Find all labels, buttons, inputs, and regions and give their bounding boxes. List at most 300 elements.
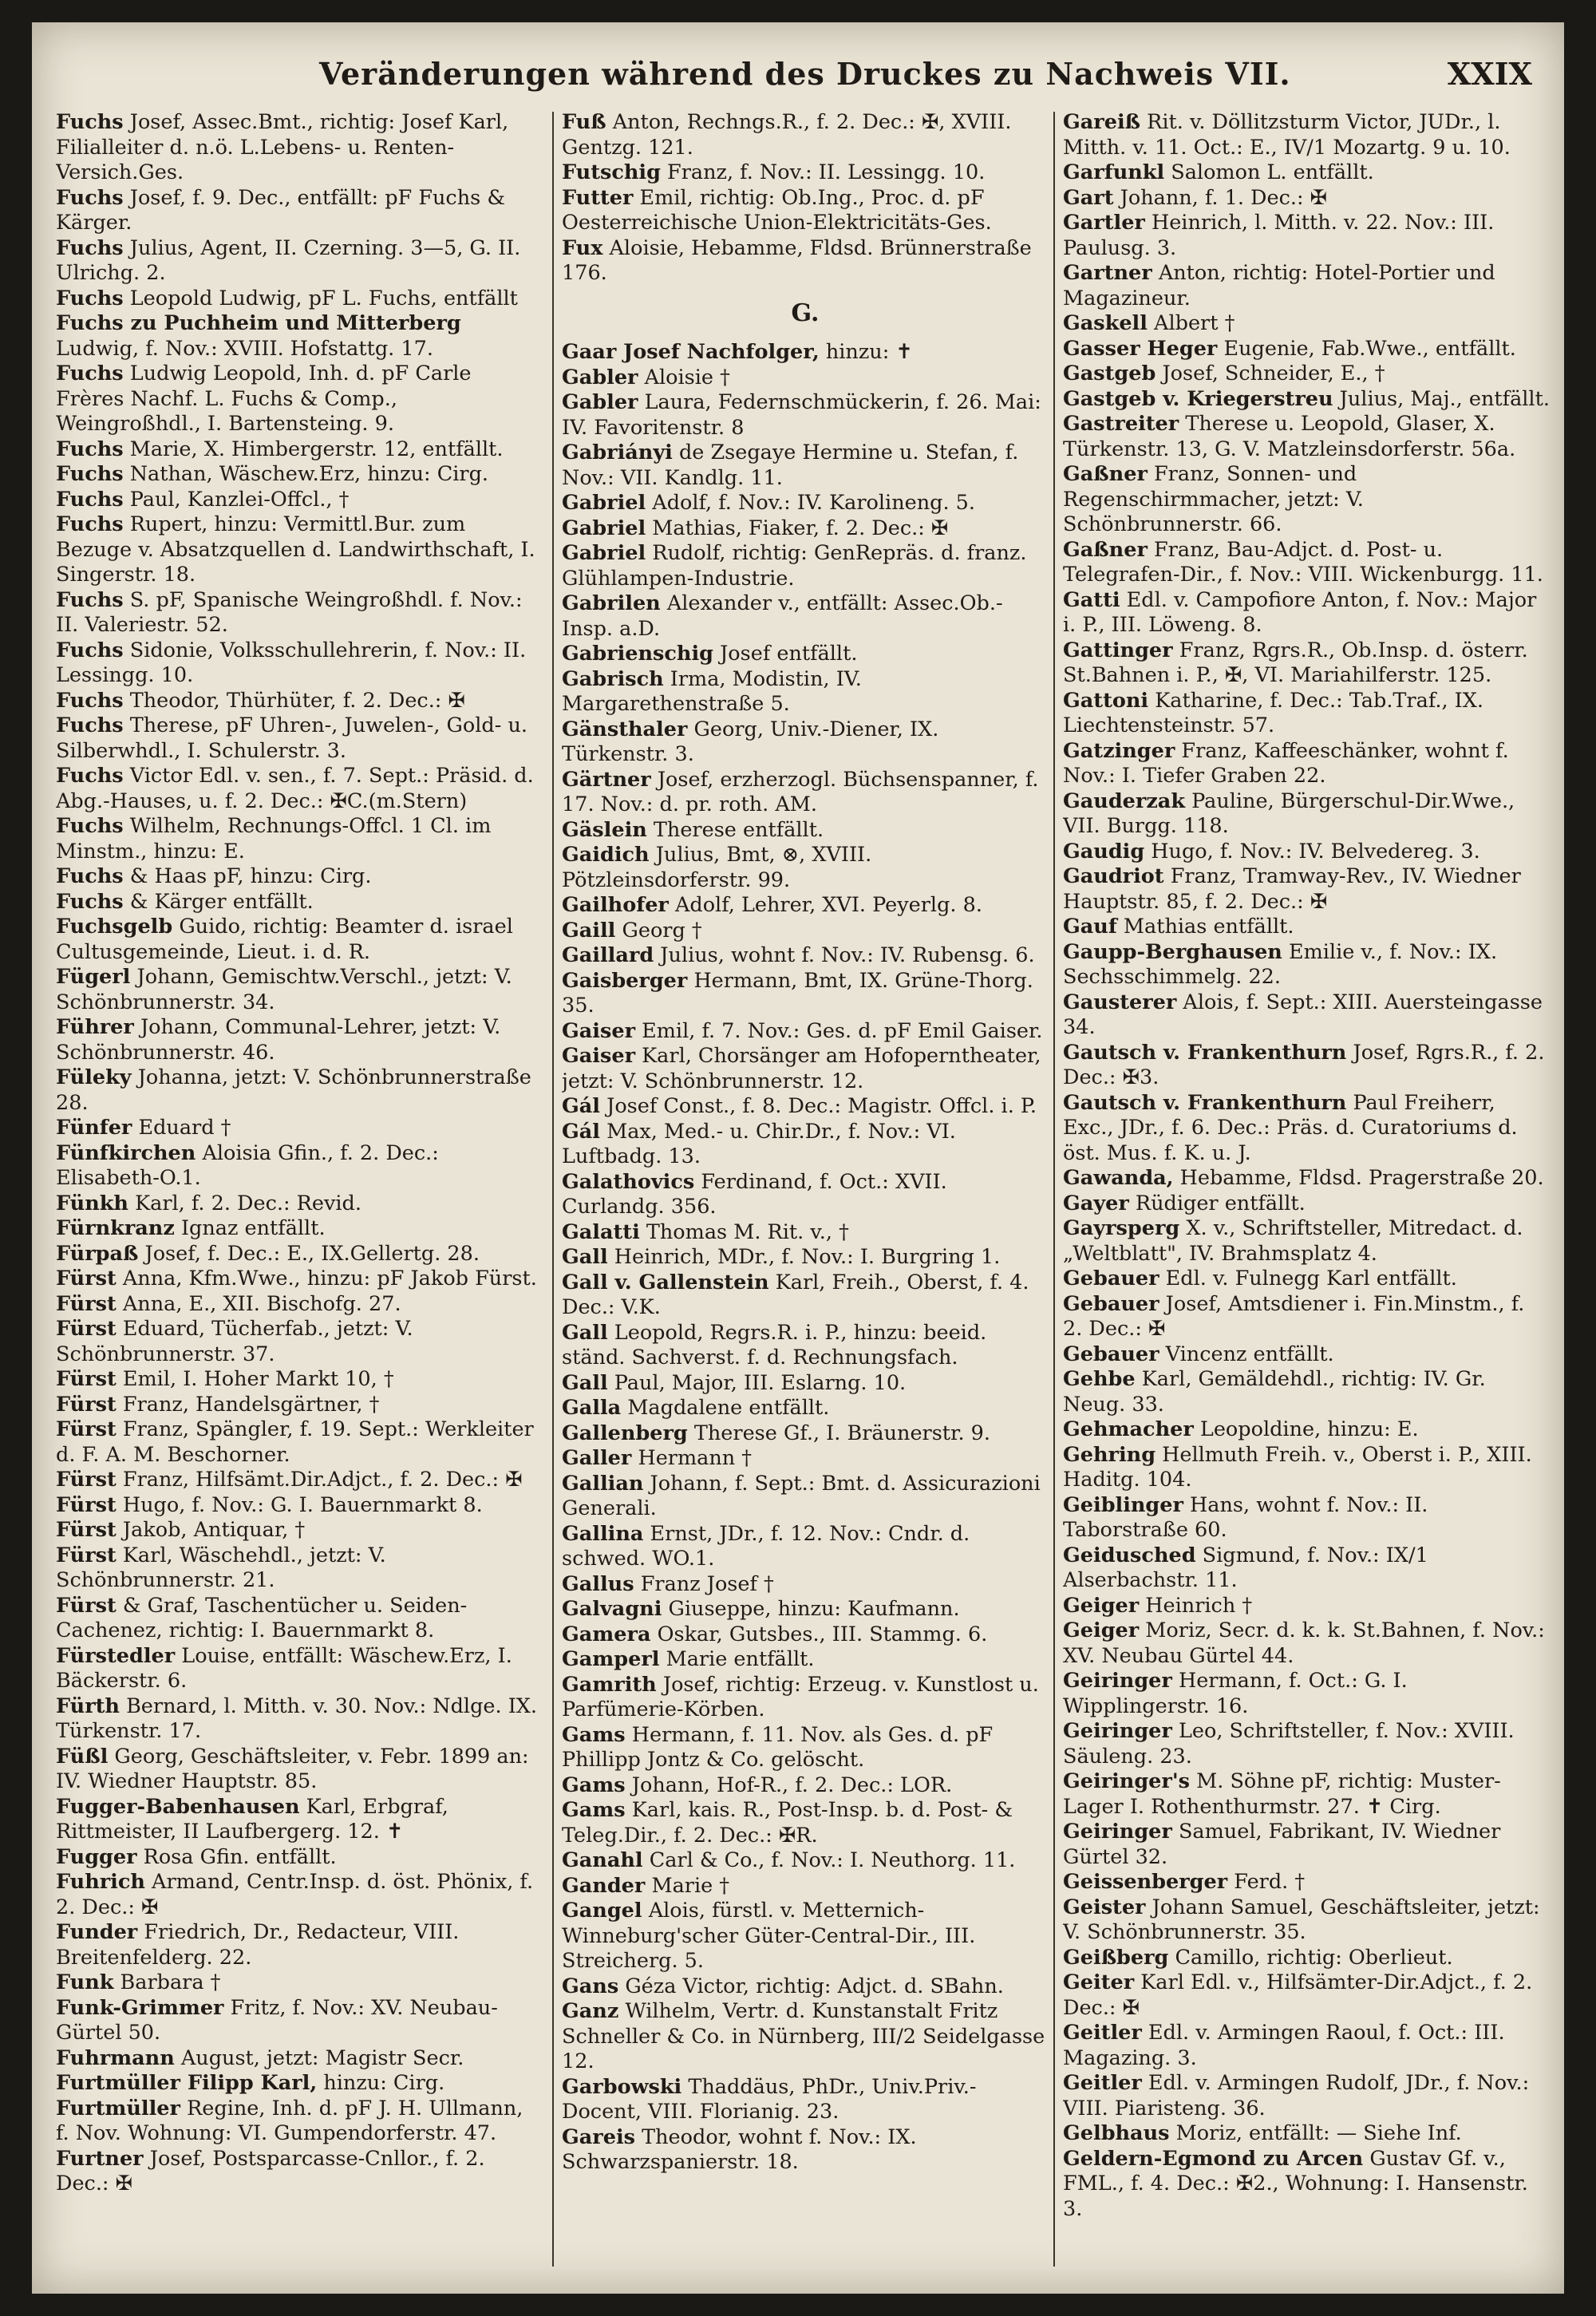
directory-entry xyxy=(56,2097,543,2147)
directory-entry xyxy=(1063,261,1550,311)
entry-text: Josef, Schneider, E., † xyxy=(1162,362,1385,385)
directory-entry xyxy=(1063,387,1550,413)
entry-name: Fuchs zu Puchheim und Mitterberg xyxy=(56,311,461,335)
directory-entry xyxy=(562,1974,1049,2000)
entry-name: Garbowski xyxy=(562,2074,682,2099)
directory-entry xyxy=(562,1094,1049,1120)
entry-name: Furtmüller xyxy=(56,2096,180,2120)
entry-name: Fürst xyxy=(56,1392,117,1417)
directory-entry xyxy=(56,1795,543,1845)
directory-entry xyxy=(562,843,1049,893)
entry-name: Fuchs xyxy=(56,864,124,888)
directory-entry xyxy=(562,1170,1049,1220)
directory-entry xyxy=(562,1120,1049,1170)
entry-text: Leopold, Regrs.R. i. P., hinzu: beeid. ständ. Sachverst. f. d. Rechnungsfach. xyxy=(562,1320,987,1369)
entry-text: Karl Edl. v., Hilfsämter-Dir.Adjct., f. 2. Dec.: ✠ xyxy=(1063,1970,1533,2020)
entry-name: Gayrsperg xyxy=(1063,1216,1180,1240)
directory-entry xyxy=(562,2075,1049,2125)
entry-name: Geiger xyxy=(1063,1618,1140,1642)
directory-entry xyxy=(56,512,543,588)
entry-text: Moriz, entfällt: — Siehe Inf. xyxy=(1175,2121,1462,2145)
entry-name: Gallus xyxy=(562,1571,634,1596)
entry-name: Gauf xyxy=(1063,915,1117,939)
directory-entry xyxy=(562,516,1049,542)
directory-entry xyxy=(56,1192,543,1217)
directory-entry xyxy=(1063,638,1550,689)
entry-name: Gärtner xyxy=(562,767,651,792)
entry-text: Therese Gf., I. Bräunerstr. 9. xyxy=(693,1421,990,1445)
entry-text: Pauline, Bürgerschul-Dir.Wwe., VII. Burgg. 118. xyxy=(1063,788,1515,838)
directory-entry xyxy=(1063,1669,1550,1719)
entry-name: Gans xyxy=(562,1974,619,1998)
entry-text: & Kärger entfällt. xyxy=(129,889,314,914)
directory-entry xyxy=(1063,462,1550,538)
entry-text: Rüdiger entfällt. xyxy=(1135,1191,1306,1215)
directory-page xyxy=(32,22,1564,2294)
directory-entry xyxy=(56,1644,543,1694)
directory-entry xyxy=(1063,1292,1550,1342)
entry-name: Gabriel xyxy=(562,516,646,540)
directory-entry xyxy=(1063,1041,1550,1091)
entry-name: Geiger xyxy=(1063,1593,1140,1618)
directory-entry xyxy=(562,1597,1049,1622)
entry-text: Johann, Hof-R., f. 2. Dec.: LOR. xyxy=(631,1773,953,1797)
entry-text: Karl, Freih., Oberst, f. 4. Dec.: V.K. xyxy=(562,1270,1029,1319)
directory-entry xyxy=(562,919,1049,944)
entry-text: Karl, Gemäldehdl., richtig: IV. Gr. Neug. 33. xyxy=(1063,1367,1486,1417)
entry-text: Julius, wohnt f. Nov.: IV. Rubensg. 6. xyxy=(660,943,1035,967)
directory-entry xyxy=(56,462,543,488)
column-divider xyxy=(1053,112,1055,2267)
entry-text: Therese, pF Uhren-, Juwelen-, Gold- u. Silberwhdl., I. Schulerstr. 3. xyxy=(56,713,528,763)
entry-text: Josef, Rgrs.R., f. 2. Dec.: ✠3. xyxy=(1063,1040,1545,1089)
entry-text: Franz, Spängler, f. 19. Sept.: Werkleiter d. F. A. M. Beschorner. xyxy=(56,1417,534,1467)
entry-name: Gallina xyxy=(562,1521,644,1546)
directory-entry xyxy=(1063,1970,1550,2021)
entry-name: Gautsch v. Frankenthurn xyxy=(1063,1090,1347,1115)
entry-name: Gabler xyxy=(562,365,638,389)
entry-name: Gelbhaus xyxy=(1063,2121,1170,2145)
directory-entry xyxy=(562,1999,1049,2075)
entry-text: Louise, entfällt: Wäschew.Erz, I. Bäckerstr. 6. xyxy=(56,1643,512,1693)
directory-entry xyxy=(562,1472,1049,1522)
directory-entry xyxy=(56,437,543,463)
entry-name: Fürst xyxy=(56,1367,117,1391)
directory-entry xyxy=(1063,1820,1550,1870)
entry-text: Max, Med.- u. Chir.Dr., f. Nov.: VI. Luftbadg. 13. xyxy=(562,1119,956,1168)
entry-text: & Graf, Taschentücher u. Seiden-Cachenez, richtig: I. Bauernmarkt 8. xyxy=(56,1593,468,1642)
directory-entry xyxy=(56,2147,543,2197)
entry-text: Karl, Chorsänger am Hofoperntheater, jetzt: V. Schönbrunnerstr. 12. xyxy=(562,1044,1041,1093)
entry-name: Gaßner xyxy=(1063,462,1148,486)
entry-text: Hermann, Bmt, IX. Grüne-Thorg. 35. xyxy=(562,968,1033,1018)
directory-entry xyxy=(562,591,1049,642)
entry-name: Gautsch v. Frankenthurn xyxy=(1063,1040,1347,1065)
directory-entry xyxy=(562,768,1049,818)
entry-text: Thomas M. Rit. v., † xyxy=(646,1219,849,1244)
entry-text: Josef, f. Dec.: E., IX.Gellertg. 28. xyxy=(144,1241,480,1266)
entry-name: Gebauer xyxy=(1063,1342,1159,1366)
directory-entry xyxy=(562,1396,1049,1421)
entry-text: Regine, Inh. d. pF J. H. Ullmann, f. Nov. Wohnung: VI. Gumpendorferstr. 47. xyxy=(56,2096,523,2145)
entry-text: Franz, Tramway-Rev., IV. Wiedner Hauptstr. 85, f. 2. Dec.: ✠ xyxy=(1063,864,1521,914)
entry-text: Anton, Rechngs.R., f. 2. Dec.: ✠, XVIII. Gentzg. 121. xyxy=(562,110,1012,160)
entry-name: Fürst xyxy=(56,1317,117,1341)
entry-name: Füleky xyxy=(56,1065,132,1089)
entry-name: Funk-Grimmer xyxy=(56,1995,224,2020)
entry-text: Josef, erzherzogl. Büchsenspanner, f. 17. Nov.: d. pr. roth. AM. xyxy=(562,767,1039,816)
entry-name: Gabler xyxy=(562,390,638,414)
entry-text: Georg, Univ.-Diener, IX. Türkenstr. 3. xyxy=(562,717,939,766)
directory-entry xyxy=(1063,2121,1550,2147)
entry-name: Fuchs xyxy=(56,462,124,486)
entry-text: Rudolf, richtig: GenRepräs. d. franz. Glühlampen-Industrie. xyxy=(562,541,1027,591)
entry-text: Barbara † xyxy=(120,1970,221,1994)
directory-entry xyxy=(562,1848,1049,1874)
entry-text: Johanna, jetzt: V. Schönbrunnerstraße 28. xyxy=(56,1065,531,1115)
directory-entry xyxy=(1063,915,1550,940)
entry-text: Franz, f. Nov.: II. Lessingg. 10. xyxy=(667,160,986,184)
entry-text: Josef, richtig: Erzeug. v. Kunstlost u. Parfümerie-Körben. xyxy=(562,1672,1039,1721)
directory-entry xyxy=(1063,1267,1550,1292)
directory-entry xyxy=(56,1870,543,1920)
entry-name: Führer xyxy=(56,1015,134,1039)
entry-name: Funk xyxy=(56,1970,114,1994)
directory-entry xyxy=(562,1271,1049,1321)
entry-text: Josef, Postsparcasse-Cnllor., f. 2. Dec.: ✠ xyxy=(56,2146,485,2195)
directory-entry xyxy=(56,1015,543,1065)
entry-name: Gehbe xyxy=(1063,1367,1136,1391)
entry-text: Mathias entfällt. xyxy=(1123,915,1294,939)
entry-name: Fuchs xyxy=(56,688,124,713)
entry-text: Nathan, Wäschew.Erz, hinzu: Cirg. xyxy=(129,462,489,486)
directory-entry xyxy=(56,915,543,965)
entry-name: Gänsthaler xyxy=(562,717,688,741)
entry-name: Gatti xyxy=(1063,587,1120,612)
entry-name: Gareiß xyxy=(1063,110,1141,134)
entry-text: Anna, E., XII. Bischofg. 27. xyxy=(122,1291,401,1316)
directory-entry xyxy=(56,1367,543,1393)
entry-text: Anna, Kfm.Wwe., hinzu: pF Jakob Fürst. xyxy=(122,1267,537,1290)
entry-text: Hans, wohnt f. Nov.: II. Taborstraße 60. xyxy=(1063,1492,1428,1542)
directory-entry xyxy=(562,1019,1049,1045)
directory-entry xyxy=(1063,538,1550,588)
directory-entry xyxy=(562,441,1049,491)
directory-entry xyxy=(1063,2021,1550,2071)
directory-entry xyxy=(56,1845,543,1871)
entry-name: Gattinger xyxy=(1063,638,1173,662)
entry-name: Gareis xyxy=(562,2124,636,2149)
entry-text: de Zsegaye Hermine u. Stefan, f. Nov.: VII. Kandlg. 11. xyxy=(562,441,1019,490)
entry-name: Gams xyxy=(562,1773,626,1797)
entry-name: Geiblinger xyxy=(1063,1492,1183,1517)
directory-entry xyxy=(1063,160,1550,186)
entry-text: Thaddäus, PhDr., Univ.Priv.-Docent, VIII. Florianig. 23. xyxy=(562,2074,977,2124)
entry-name: Funder xyxy=(56,1920,138,1944)
entry-text: Josef, f. 9. Dec., entfällt: pF Fuchs & Kärger. xyxy=(56,185,506,235)
entry-text: hinzu: Cirg. xyxy=(323,2071,445,2095)
directory-entry xyxy=(562,2125,1049,2176)
directory-entry xyxy=(1063,362,1550,387)
entry-text: Ignaz entfällt. xyxy=(180,1216,326,1240)
entry-text: Jakob, Antiquar, † xyxy=(122,1518,306,1542)
directory-entry xyxy=(562,1245,1049,1271)
directory-entry xyxy=(562,340,1049,366)
entry-name: Fuchs xyxy=(56,185,124,210)
directory-entry xyxy=(56,689,543,714)
entry-text: Anton, richtig: Hotel-Portier und Magazineur. xyxy=(1063,261,1495,310)
directory-entry xyxy=(1063,337,1550,362)
entry-text: Karl, Erbgraf, Rittmeister, II Laufbergerg. 12. ✝ xyxy=(56,1794,448,1844)
directory-entry xyxy=(56,638,543,689)
entry-text: Wilhelm, Vertr. d. Kunstanstalt Fritz Schneller & Co. in Nürnberg, III/2 Seidelgasse 12. xyxy=(562,1999,1045,2073)
directory-entry xyxy=(1063,689,1550,739)
entry-name: Furtmüller Filipp Karl, xyxy=(56,2071,318,2095)
directory-entry xyxy=(56,311,543,362)
directory-entry xyxy=(1063,1367,1550,1417)
entry-text: Ernst, JDr., f. 12. Nov.: Cndr. d. schwed. WO.1. xyxy=(562,1521,970,1571)
entry-text: Josef entfällt. xyxy=(720,642,858,666)
entry-text: Friedrich, Dr., Redacteur, VIII. Breitenfelderg. 22. xyxy=(56,1920,460,1970)
entry-text: Johann Samuel, Geschäftsleiter, jetzt: V. Schönbrunnerstr. 35. xyxy=(1063,1895,1540,1944)
entry-text: Armand, Centr.Insp. d. öst. Phönix, f. 2. Dec.: ✠ xyxy=(56,1870,534,1919)
entry-name: Gaudig xyxy=(1063,839,1145,864)
entry-name: Gasser Heger xyxy=(1063,336,1218,361)
running-title: Veränderungen während des Druckes zu Nachweis VII. xyxy=(319,56,1291,92)
entry-text: Katharine, f. Dec.: Tab.Traf., IX. Liechtensteinstr. 57. xyxy=(1063,688,1484,737)
directory-entry xyxy=(1063,110,1550,160)
entry-name: Geiter xyxy=(1063,1970,1135,1994)
entry-name: Fuchs xyxy=(56,437,124,461)
directory-entry xyxy=(562,1798,1049,1848)
entry-name: Fünkh xyxy=(56,1191,128,1215)
entry-name: Geldern-Egmond zu Arcen xyxy=(1063,2146,1364,2171)
entry-text: Franz, Handelsgärtner, † xyxy=(122,1392,380,1417)
entry-text: Carl & Co., f. Nov.: I. Neuthorg. 11. xyxy=(649,1848,1016,1872)
entry-name: Gabriel xyxy=(562,491,646,515)
entry-name: Gebauer xyxy=(1063,1291,1159,1316)
directory-entry xyxy=(562,541,1049,591)
entry-text: Edl. v. Armingen Rudolf, JDr., f. Nov.: VIII. Piaristeng. 36. xyxy=(1063,2071,1530,2120)
entry-name: Gaillard xyxy=(562,943,654,967)
entry-name: Gehmacher xyxy=(1063,1417,1194,1441)
entry-text: Georg, Geschäftsleiter, v. Febr. 1899 an: IV. Wiedner Hauptstr. 85. xyxy=(56,1744,529,1793)
entry-text: Oskar, Gutsbes., III. Stammg. 6. xyxy=(657,1622,988,1646)
entry-name: Gauderzak xyxy=(1063,788,1185,813)
directory-entry xyxy=(1063,186,1550,211)
directory-entry xyxy=(562,1572,1049,1598)
entry-name: Geissenberger xyxy=(1063,1870,1228,1894)
entry-name: Fuchs xyxy=(56,362,124,385)
entry-text: Gustav Gf. v., FML., f. 4. Dec.: ✠2., Wohnung: I. Hansenstr. 3. xyxy=(1063,2146,1528,2221)
entry-name: Fürst xyxy=(56,1518,117,1542)
page-number: XXIX xyxy=(1447,56,1532,92)
entry-text: Hugo, f. Nov.: G. I. Bauernmarkt 8. xyxy=(122,1492,483,1517)
entry-text: Therese u. Leopold, Glaser, X. Türkenstr. 13, G. V. Matzleinsdorferstr. 56a. xyxy=(1063,412,1516,461)
entry-name: Gebauer xyxy=(1063,1267,1159,1290)
entry-text: Eduard † xyxy=(138,1116,231,1140)
directory-entry xyxy=(1063,739,1550,789)
entry-text: Heinrich, l. Mitth. v. 22. Nov.: III. Paulusg. 3. xyxy=(1063,211,1495,260)
entry-text: Magdalene entfällt. xyxy=(627,1396,830,1420)
entry-name: Fuchs xyxy=(56,487,124,512)
directory-entry xyxy=(562,1522,1049,1572)
directory-entry xyxy=(562,110,1049,160)
directory-entry xyxy=(562,1421,1049,1447)
entry-text: Aloisie, Hebamme, Fldsd. Brünnerstraße 176. xyxy=(562,235,1032,285)
entry-text: Karl, kais. R., Post-Insp. b. d. Post- & Teleg.Dir., f. 2. Dec.: ✠R. xyxy=(562,1798,1013,1848)
entry-name: Garfunkl xyxy=(1063,160,1165,184)
entry-text: Franz, Kaffeeschänker, wohnt f. Nov.: I. Tiefer Graben 22. xyxy=(1063,738,1509,788)
entry-name: Fünfer xyxy=(56,1116,132,1140)
directory-entry xyxy=(562,1899,1049,1974)
entry-text: Josef Const., f. 8. Dec.: Magistr. Offcl. i. P. xyxy=(606,1094,1037,1118)
entry-name: Fürstedler xyxy=(56,1643,176,1668)
entry-name: Geidusched xyxy=(1063,1543,1196,1567)
entry-text: Theodor, Thürhüter, f. 2. Dec.: ✠ xyxy=(129,688,465,713)
entry-name: Fürst xyxy=(56,1291,117,1316)
entry-name: Fünfkirchen xyxy=(56,1140,196,1165)
entry-text: Emil, I. Hoher Markt 10, † xyxy=(122,1367,394,1391)
entry-name: Gehring xyxy=(1063,1442,1156,1467)
directory-entry xyxy=(562,186,1049,236)
entry-name: Gäslein xyxy=(562,817,647,842)
column-divider xyxy=(552,112,554,2267)
entry-name: Geitler xyxy=(1063,2021,1142,2045)
entry-text: Albert † xyxy=(1154,311,1235,335)
directory-entry xyxy=(56,814,543,864)
entry-text: Heinrich, MDr., f. Nov.: I. Burgring 1. xyxy=(614,1245,1001,1269)
entry-text: Eugenie, Fab.Wwe., entfällt. xyxy=(1223,336,1516,361)
entry-text: Hellmuth Freih. v., Oberst i. P., XIII. Haditg. 104. xyxy=(1063,1442,1532,1492)
entry-text: Samuel, Fabrikant, IV. Wiedner Gürtel 32. xyxy=(1063,1820,1501,1869)
directory-entry xyxy=(56,1242,543,1267)
entry-name: Fugger-Babenhausen xyxy=(56,1794,300,1819)
directory-entry xyxy=(56,1317,543,1367)
entry-text: Johann, f. 1. Dec.: ✠ xyxy=(1120,185,1328,210)
entry-name: Fuchsgelb xyxy=(56,915,173,939)
entry-name: Gall v. Gallenstein xyxy=(562,1270,769,1294)
directory-entry xyxy=(562,390,1049,441)
directory-entry xyxy=(562,943,1049,969)
directory-entry xyxy=(562,893,1049,919)
directory-entry xyxy=(1063,1543,1550,1594)
directory-entry xyxy=(56,1970,543,1996)
entry-name: Gamperl xyxy=(562,1647,660,1671)
directory-entry xyxy=(1063,864,1550,915)
entry-text: Salomon L. entfällt. xyxy=(1171,160,1374,184)
entry-name: Fux xyxy=(562,235,603,260)
entry-name: Gaßner xyxy=(1063,537,1148,562)
entry-text: Camillo, richtig: Oberlieut. xyxy=(1175,1945,1453,1970)
entry-name: Gamera xyxy=(562,1622,651,1646)
entry-text: Hermann, f. Oct.: G. I. Wipplingerstr. 16. xyxy=(1063,1669,1408,1718)
directory-entry xyxy=(1063,1342,1550,1368)
directory-entry xyxy=(562,1874,1049,1899)
entry-name: Geiringer xyxy=(1063,1669,1172,1693)
directory-entry xyxy=(56,362,543,437)
entry-text: Laura, Federnschmückerin, f. 26. Mai: IV. Favoritenstr. 8 xyxy=(562,390,1041,440)
directory-entry xyxy=(56,287,543,312)
entry-name: Galathovics xyxy=(562,1169,695,1194)
directory-entry xyxy=(562,1647,1049,1673)
entry-text: Edl. v. Fulnegg Karl entfällt. xyxy=(1165,1267,1457,1290)
directory-entry xyxy=(1063,1166,1550,1192)
entry-name: Gaskell xyxy=(1063,311,1148,335)
directory-entry xyxy=(1063,1216,1550,1267)
section-letter: G. xyxy=(791,298,820,327)
entry-text: August, jetzt: Magistr Secr. xyxy=(180,2045,464,2070)
directory-entry xyxy=(56,1745,543,1795)
directory-entry xyxy=(1063,840,1550,865)
directory-entry xyxy=(56,110,543,186)
entry-name: Futschig xyxy=(562,160,661,184)
entry-name: Gart xyxy=(1063,185,1114,210)
entry-text: Eduard, Tücherfab., jetzt: V. Schönbrunnerstr. 37. xyxy=(56,1317,413,1366)
directory-entry xyxy=(56,1216,543,1242)
entry-text: Marie † xyxy=(651,1873,730,1898)
entry-text: Moriz, Secr. d. k. k. St.Bahnen, f. Nov.: XV. Neubau Gürtel 44. xyxy=(1063,1618,1545,1668)
entry-text: X. v., Schriftsteller, Mitredact. d. „Weltblatt", IV. Brahmsplatz 4. xyxy=(1063,1216,1523,1266)
entry-text: Johann, f. Sept.: Bmt. d. Assicurazioni Generali. xyxy=(562,1471,1041,1520)
entry-name: Galvagni xyxy=(562,1597,662,1621)
entry-text: Rosa Gfin. entfällt. xyxy=(143,1844,337,1869)
entry-name: Fuß xyxy=(562,110,606,134)
directory-entry xyxy=(1063,412,1550,462)
entry-name: Gaisberger xyxy=(562,968,688,993)
entry-text: Ludwig, f. Nov.: XVIII. Hofstattg. 17. xyxy=(56,336,433,361)
directory-entry xyxy=(562,1371,1049,1397)
directory-entry xyxy=(56,713,543,764)
directory-entry xyxy=(562,1220,1049,1246)
entry-name: Fuchs xyxy=(56,814,124,838)
directory-entry xyxy=(56,1920,543,1970)
entry-name: Gatzinger xyxy=(1063,738,1175,763)
directory-entry xyxy=(56,1393,543,1418)
entry-name: Futter xyxy=(562,185,634,210)
entry-name: Gabrilen xyxy=(562,591,661,615)
entry-text: Theodor, wohnt f. Nov.: IX. Schwarzspanierstr. 18. xyxy=(562,2124,917,2174)
entry-text: S. pF, Spanische Weingroßhdl. f. Nov.: II. Valeriestr. 52. xyxy=(56,587,523,637)
entry-text: M. Söhne pF, richtig: Muster-Lager I. Rothenthurmstr. 27. ✝ Cirg. xyxy=(1063,1769,1501,1819)
entry-text: Rit. v. Döllitzsturm Victor, JUDr., l. Mitth. v. 11. Oct.: E., IV/1 Mozartg. 9 u. 10. xyxy=(1063,110,1511,160)
entry-text: Karl, f. 2. Dec.: Revid. xyxy=(135,1191,361,1215)
entry-name: Fuchs xyxy=(56,638,124,662)
entry-name: Fuchs xyxy=(56,587,124,612)
directory-entry xyxy=(1063,1417,1550,1443)
entry-text: Josef, Amtsdiener i. Fin.Minstm., f. 2. Dec.: ✠ xyxy=(1063,1291,1525,1341)
entry-text: Irma, Modistin, IV. Margarethenstraße 5. xyxy=(562,666,862,716)
entry-name: Gastgeb xyxy=(1063,362,1156,385)
directory-entry xyxy=(1063,1493,1550,1543)
entry-text: Leo, Schriftsteller, f. Nov.: XVIII. Säuleng. 23. xyxy=(1063,1719,1515,1769)
directory-entry xyxy=(56,1518,543,1543)
entry-name: Gabrienschig xyxy=(562,642,713,666)
entry-name: Galatti xyxy=(562,1219,640,1244)
directory-entry xyxy=(562,1446,1049,1472)
entry-name: Fürst xyxy=(56,1417,117,1441)
directory-entry xyxy=(56,1594,543,1644)
entry-text: Vincenz entfällt. xyxy=(1165,1342,1334,1366)
directory-entry xyxy=(1063,311,1550,337)
directory-entry xyxy=(1063,1719,1550,1769)
entry-text: Bernard, l. Mitth. v. 30. Nov.: Ndlge. IX. Türkenstr. 17. xyxy=(56,1694,538,1743)
entry-text: Johann, Gemischtw.Verschl., jetzt: V. Schönbrunnerstr. 34. xyxy=(56,965,512,1014)
entry-text: Hermann † xyxy=(638,1446,753,1470)
column-1 xyxy=(56,110,543,2273)
entry-name: Geiringer xyxy=(1063,1820,1172,1844)
entry-text: Adolf, f. Nov.: IV. Karolineng. 5. xyxy=(652,491,976,515)
